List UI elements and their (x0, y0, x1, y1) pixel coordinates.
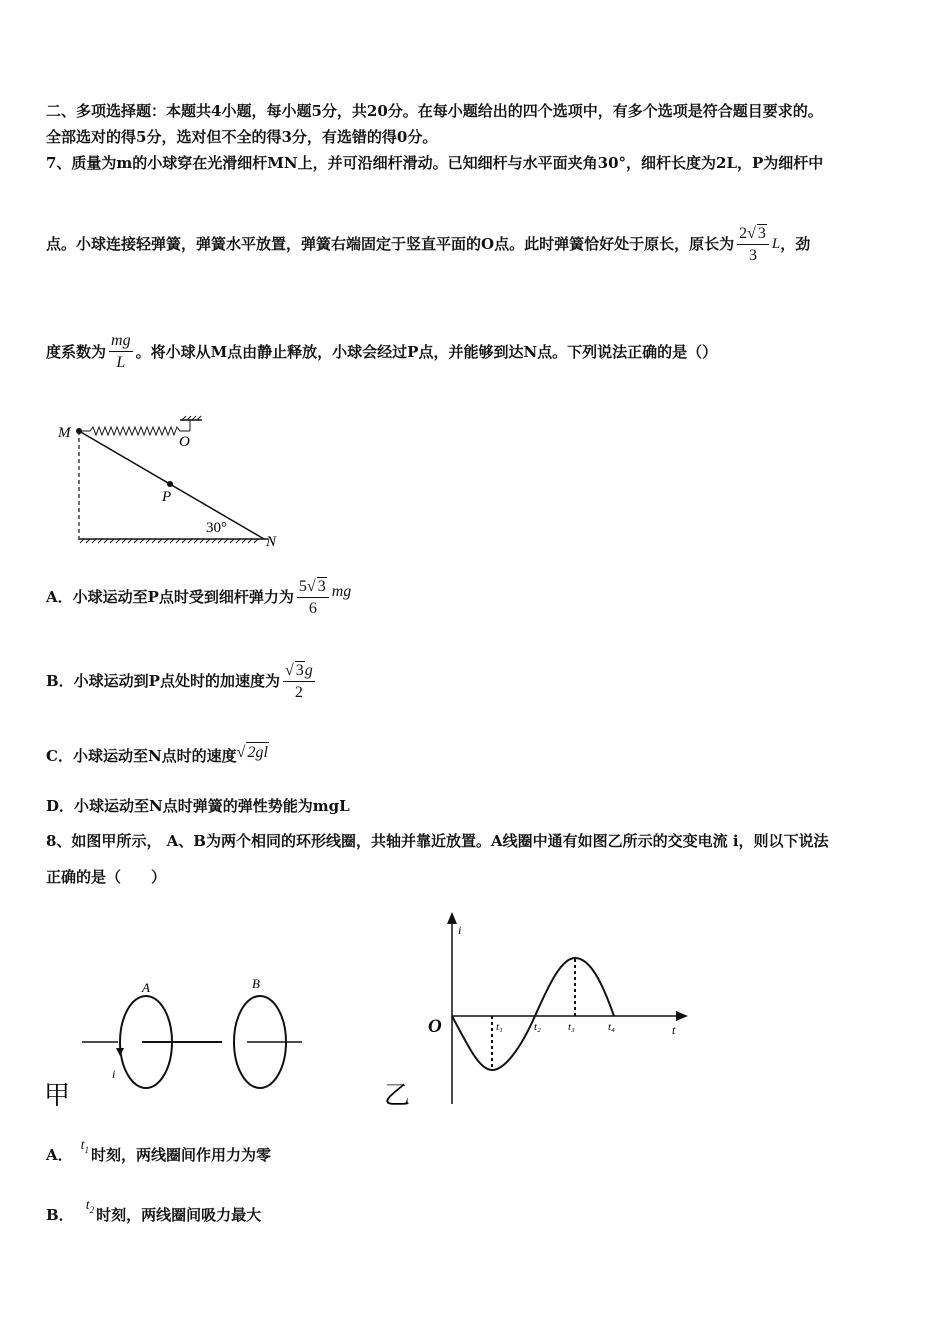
q7-stem-line2 (46, 222, 810, 266)
q7-option-b-radicand: 3 (295, 661, 304, 679)
q7-option-c (46, 740, 269, 772)
q7-option-d: D．小球运动至N点时弹簧的弹性势能为mgL (46, 797, 350, 815)
q7-option-a-var: mg (331, 583, 352, 600)
q7-stem-line3-text: 度系数为 (46, 343, 107, 361)
q8-current-arrow-icon (116, 1048, 124, 1056)
section-heading-line2: 全部选对的得5分，选对但不全的得3分，有选错的得0分。 (46, 128, 438, 146)
q8-axis-i-arrow-icon (447, 912, 457, 924)
q8-current-graph (380, 910, 700, 1115)
q7-stiffness-num: mg (109, 332, 133, 352)
q7-frac-var: L (771, 236, 781, 252)
q8-graph-t2: t₂ (534, 1021, 541, 1033)
q8-label-i: i (112, 1067, 116, 1081)
q7-incline-figure (50, 410, 300, 555)
q8-option-a-text: 时刻，两线圈间作用力为零 (91, 1146, 272, 1164)
q8-caption-jia: 甲 (44, 1081, 71, 1110)
q8-option-b-text: 时刻，两线圈间吸力最大 (96, 1206, 262, 1224)
q8-stem-line2: 正确的是（ ） (46, 868, 167, 886)
q8-sine-curve (452, 958, 614, 1070)
q7-point-p (167, 481, 173, 487)
q8-option-a-label: A． (46, 1146, 73, 1164)
section-heading-line1: 二、多项选择题：本题共4小题，每小题5分，共20分。在每小题给出的四个选项中，有多个选项是符合题目要求的。 (46, 102, 823, 120)
q7-option-a-fraction: $\frac{5√ 3}{6}$ (297, 577, 329, 618)
q8-graph-t1: t₁ (496, 1021, 503, 1033)
q7-frac-coef: 2 (739, 224, 748, 242)
q8-option-b-label: B． (46, 1206, 74, 1224)
q7-stem-line1: 7、质量为m的小球穿在光滑细杆MN上，并可沿细杆滑动。已知细杆与水平面夹角30°，细杆长度为2L，P为细杆中 (46, 154, 824, 172)
q7-spring (79, 427, 190, 435)
q7-option-b-fraction: $\frac{√ 3g}{2}$ (284, 661, 313, 701)
q8-graph-t3: t₃ (568, 1021, 575, 1033)
q8-graph-label-i: i (458, 923, 462, 937)
q7-frac-radicand: 3 (757, 224, 766, 242)
q7-option-a-coef: 5 (298, 577, 307, 595)
q8-option-b-t: $t_2$ (85, 1198, 95, 1215)
q7-label-m: M (58, 425, 71, 441)
q7-option-a-text: A．小球运动至P点时受到细杆弹力为 (46, 588, 294, 606)
q7-option-b (46, 656, 318, 706)
q7-frac-den: 3 (748, 246, 757, 264)
q7-stiffness-fraction (109, 332, 133, 372)
q7-stem-line3-end: 。将小球从M点由静止释放，小球会经过P点，并能够到达N点。下列说法正确的是（） (135, 343, 718, 361)
q8-axis-t-arrow-icon (676, 1011, 688, 1021)
q7-label-n: N (266, 534, 277, 550)
q7-option-b-text: B．小球运动到P点处时的加速度为 (46, 672, 280, 690)
q8-caption-yi: 乙 (384, 1081, 411, 1110)
q7-stem-line2-end: ，劲 (780, 235, 811, 253)
q8-label-b: B (252, 976, 260, 991)
q7-option-a-den: 6 (308, 599, 317, 617)
q8-coils-figure (42, 970, 312, 1115)
q7-label-o: O (179, 434, 190, 450)
q8-option-b-sub: 2 (89, 1204, 95, 1215)
q8-graph-t4: t₄ (608, 1021, 615, 1033)
q7-spring-length-fraction: $\frac{2√ 3}{3}$ (737, 224, 769, 265)
q7-label-p: P (162, 489, 172, 505)
q8-label-a: A (142, 980, 150, 995)
q7-stem-line3 (46, 330, 717, 374)
q7-stem-line2-text: 点。小球连接轻弹簧，弹簧水平放置，弹簧右端固定于竖直平面的O点。此时弹簧恰好处于原长，原长为 (46, 235, 735, 253)
q8-option-a-sub: 1 (84, 1144, 90, 1155)
q8-stem-line1: 8、如图甲所示， A、B为两个相同的环形线圈，共轴并靠近放置。A线圈中通有如图乙所示的交变电流 i，则以下说法 (46, 832, 829, 850)
q8-graph-label-t: t (672, 1023, 676, 1037)
q7-option-b-var: g (304, 661, 313, 679)
q7-option-c-text: C．小球运动至N点时的速度 (46, 747, 237, 765)
q7-point-m (76, 428, 82, 434)
q7-label-angle: 30° (206, 520, 227, 536)
q8-option-b (46, 1198, 261, 1232)
q7-option-b-den: 2 (294, 683, 303, 701)
q8-graph-origin: O (428, 1016, 442, 1037)
q8-option-a (46, 1138, 271, 1172)
q7-option-c-radicand: 2gl (247, 743, 268, 761)
q7-stiffness-den: L (116, 354, 126, 371)
q7-option-a-radicand: 3 (317, 577, 326, 595)
q7-option-c-sqrt: √ 2gl (236, 743, 268, 761)
q7-option-a (46, 573, 351, 621)
q8-option-a-t: $t_1$ (80, 1138, 90, 1155)
